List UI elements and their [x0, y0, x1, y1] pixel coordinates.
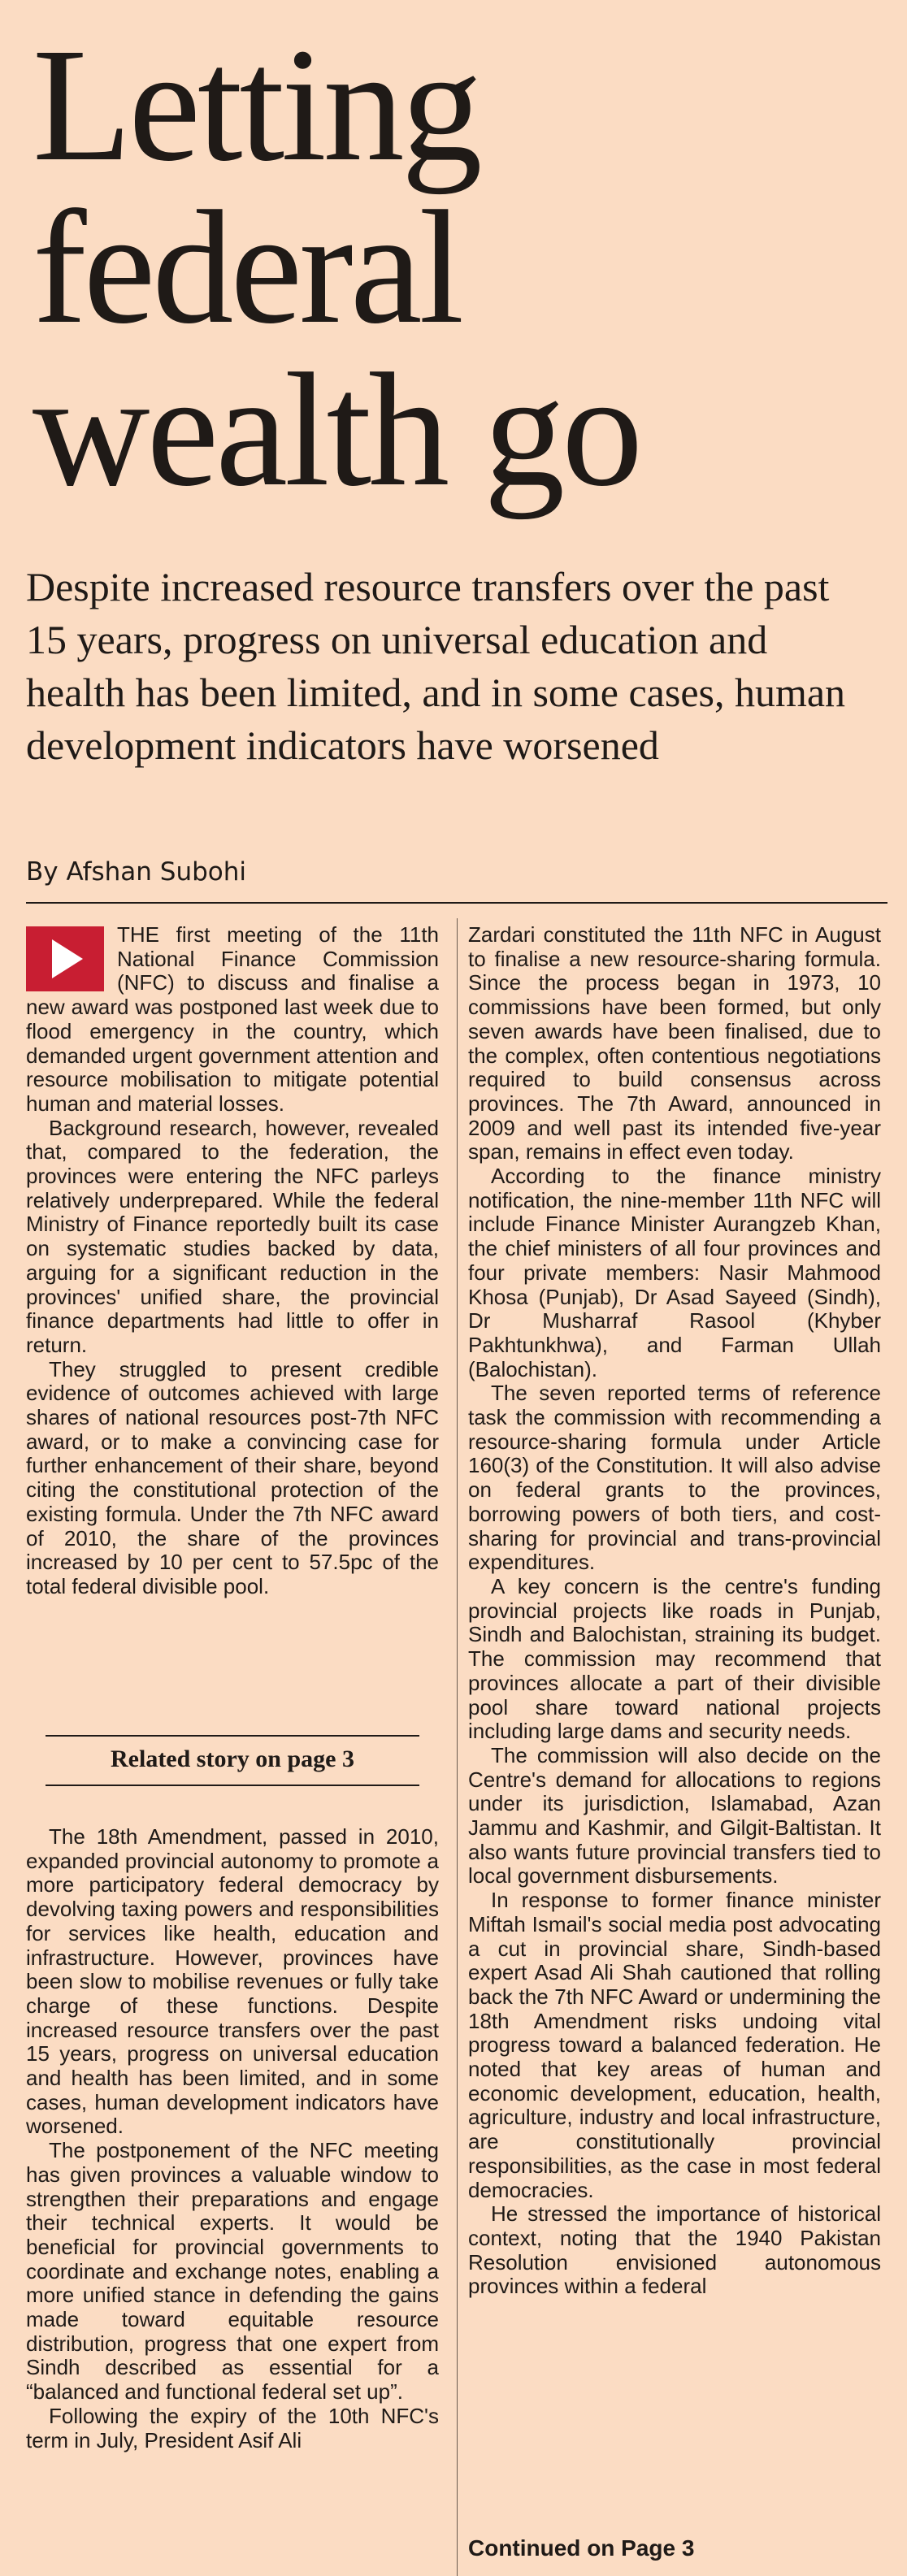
paragraph: THE first meeting of the 11th National Finance Commission (NFC) to discuss and finalise a new award was postponed last week due to flood emergency in the country, which demanded urgent government attention and resource mobilisation to mitigate potential human and material losses. — [26, 922, 439, 1116]
column-divider — [457, 918, 458, 2576]
byline: By Afshan Subohi — [26, 857, 247, 887]
paragraph: He stressed the importance of historical context, noting that the 1940 Pakistan Resolution envisioned autonomous provinces within a federal — [468, 2201, 881, 2299]
headline — [33, 15, 878, 520]
paragraph: The commission will also decide on the Centre's demand for allocations to regions under its jurisdiction, Islamabad, Azan Jammu and Kashmir, and Gilgit-Baltistan. It also wants future provincial transfers tied to local government disbursements. — [468, 1742, 881, 1889]
right-column — [468, 923, 881, 2299]
play-icon — [26, 926, 104, 991]
paragraph: Following the expiry of the 10th NFC's term in July, President Asif Ali — [26, 2403, 439, 2452]
continued-link[interactable]: Continued on Page 3 — [468, 2535, 695, 2561]
paragraph: A key concern is the centre's funding provincial projects like roads in Punjab, Sindh and Balochistan, straining its budget. The commission may recommend that provinces allocate a part of their divisible pool share toward national projects including large dams and security needs. — [468, 1573, 881, 1744]
left-column-bottom — [26, 1825, 439, 2452]
related-rule-top — [46, 1735, 419, 1737]
left-column-top — [26, 923, 439, 1599]
paragraph: In response to former finance minister Miftah Ismail's social media post advocating a cut in provincial share, Sindh-based expert Asad Ali Shah cautioned that rolling back the 7th NFC Award or undermining the 18th Amendment risks undoing vital progress toward a balanced federation. He noted that key areas of human and economic development, education, health, agriculture, industry and local infrastructure, are constitutionally provincial responsibilities, as the case in most federal democracies. — [468, 1888, 881, 2202]
paragraph: According to the finance ministry notification, the nine-member 11th NFC will include Finance Minister Aurangzeb Khan, the chief ministers of all four provinces and four private members: Nasir Mahmood Khosa (Punjab), Dr Asad Sayeed (Sindh), Dr Musharraf Rasool (Khyber Pakhtunkhwa), and Farman Ullah (Balochistan). — [468, 1164, 881, 1381]
paragraph: The seven reported terms of reference task the commission with recommending a resource-sharing formula under Article 160(3) of the Constitution. It will also advise on federal grants to the provinces, borrowing powers of both tiers, and cost-sharing for provincial and trans-provincial expenditures. — [468, 1381, 881, 1575]
paragraph: Zardari constituted the 11th NFC in August to finalise a new resource-sharing formula. Since the process began in 1973, 10 commissions have been formed, but only seven awards have been finalised, due to the complex, often contentious negotiations required to build consensus across provinces. The 7th Award, announced in 2009 and well past its intended five-year span, remains in effect even today. — [468, 922, 881, 1164]
deck-subheading: Despite increased resource transfers over the past 15 years, progress on universal education and health has been limited, and in some cases, human development indicators have worsened — [26, 564, 846, 768]
paragraph: The postponement of the NFC meeting has given provinces a valuable window to strengthen their preparations and engage their technical experts. It would be beneficial for provincial governments to coordinate and exchange notes, enabling a more unified stance in defending the gains made toward equitable resource distribution, progress that one expert from Sindh described as essential for a “balanced and functional federal set up”. — [26, 2138, 439, 2405]
headline-line-1: Letting — [33, 15, 480, 195]
headline-line-3: wealth go — [33, 340, 640, 520]
paragraph: The 18th Amendment, passed in 2010, expanded provincial autonomy to promote a more participatory federal democracy by devolving taxing powers and responsibilities for services like health, education and infrastructure. However, provinces have been slow to mobilise revenues or fully take charge of these functions. Despite increased resource transfers over the past 15 years, progress on universal education and health has been limited, and in some cases, human development indicators have worsened. — [26, 1824, 439, 2139]
related-rule-bottom — [46, 1785, 419, 1786]
byline-rule — [26, 902, 887, 904]
related-story-link[interactable]: Related story on page 3 — [111, 1746, 354, 1772]
paragraph: Background research, however, revealed that, compared to the federation, the provinces were entering the NFC parleys relatively underprepared. While the federal Ministry of Finance reportedly built its case on systematic studies backed by data, arguing for a significant reduction in the provinces' unified share, the provincial finance departments had little to offer in return. — [26, 1115, 439, 1357]
paragraph: They struggled to present credible evidence of outcomes achieved with large shares of national resources post-7th NFC award, or to make a convincing case for further enhancement of their share, beyond citing the constitutional protection of the existing formula. Under the 7th NFC award of 2010, the share of the provinces increased by 10 per cent to 57.5pc of the total federal divisible pool. — [26, 1356, 439, 1598]
headline-line-2: federal — [33, 178, 462, 358]
